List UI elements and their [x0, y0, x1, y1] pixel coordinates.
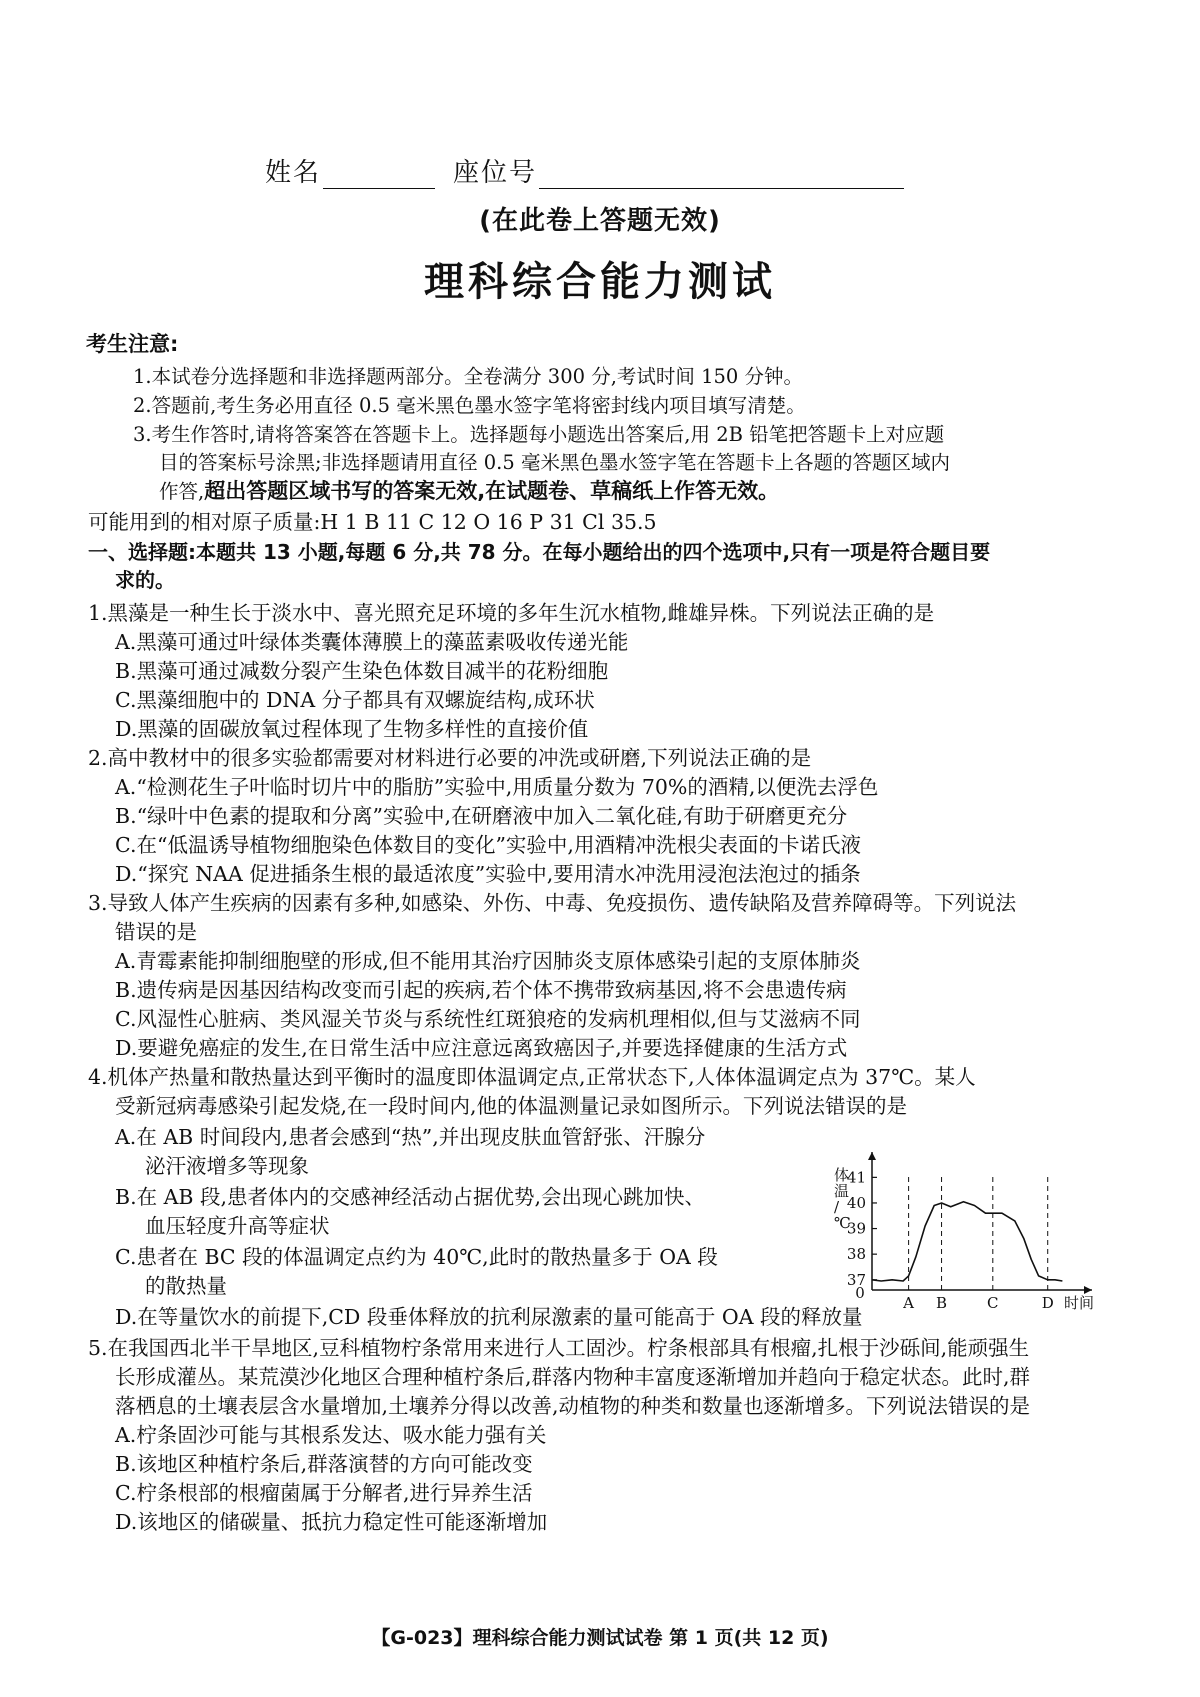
x-axis-label: 时间 [1063, 1294, 1094, 1310]
page-title: 理科综合能力测试 [424, 259, 776, 305]
question-1-option-d: D.黑藻的固碳放氧过程体现了生物多样性的直接价值 [115, 717, 589, 741]
seat-blank-field [539, 158, 904, 189]
notice-item-1: 1.本试卷分选择题和非选择题两部分。全卷满分 300 分,考试时间 150 分钟。 [133, 365, 804, 388]
x-tick-label: C [987, 1294, 999, 1310]
question-4-option-d: D.在等量饮水的前提下,CD 段垂体释放的抗利尿激素的量可能高于 OA 段的释放量 [115, 1305, 863, 1329]
question-5-stem-cont-1: 长形成灌丛。某荒漠沙化地区合理种植柠条后,群落内物种丰富度逐渐增加并趋向于稳定状态。此时,群 [115, 1365, 1031, 1389]
question-5-option-c: C.柠条根部的根瘤菌属于分解者,进行异养生活 [115, 1481, 533, 1505]
question-3-stem: 3.导致人体产生疾病的因素有多种,如感染、外伤、中毒、免疫损伤、遗传缺陷及营养障碍等。下列说法 [88, 891, 1017, 915]
name-blank-field [323, 158, 435, 189]
y-axis-label: 体温/ ℃ [834, 1166, 851, 1232]
notice-item-2: 2.答题前,考生务必用直径 0.5 毫米黑色墨水签字笔将密封线内项目填写清楚。 [133, 394, 806, 417]
y-axis-arrow [868, 1152, 876, 1160]
notice-item-3-line-2: 目的答案标号涂黑;非选择题请用直径 0.5 毫米黑色墨水签字笔在答题卡上各题的答题区域内 [159, 451, 950, 474]
question-5-stem: 5.在我国西北半干旱地区,豆科植物柠条常用来进行人工固沙。柠条根部具有根瘤,扎根于沙砾间,能顽强生 [88, 1336, 1030, 1360]
x-tick-label: B [936, 1294, 948, 1310]
question-3-option-a: A.青霉素能抑制细胞壁的形成,但不能用其治疗因肺炎支原体感染引起的支原体肺炎 [115, 949, 861, 973]
origin-label: 0 [855, 1284, 865, 1302]
question-1-option-c: C.黑藻细胞中的 DNA 分子都具有双螺旋结构,成环状 [115, 688, 595, 712]
notice-emphasis: 超出答题区域书写的答案无效,在试题卷、草稿纸上作答无效。 [204, 479, 780, 503]
question-2-option-b: B.“绿叶中色素的提取和分离”实验中,在研磨液中加入二氧化硅,有助于研磨更充分 [115, 804, 848, 828]
question-2-stem: 2.高中教材中的很多实验都需要对材料进行必要的冲洗或研磨,下列说法正确的是 [88, 746, 812, 770]
notice-item-3-prefix: 作答, [159, 480, 205, 503]
y-tick-label: 41 [846, 1168, 866, 1187]
x-axis-arrow [1084, 1286, 1092, 1294]
atomic-masses: 可能用到的相对原子质量:H 1 B 11 C 12 O 16 P 31 Cl 35.5 [88, 510, 657, 534]
question-4-option-b-cont: 血压轻度升高等症状 [145, 1214, 330, 1238]
x-tick-label: D [1041, 1294, 1054, 1310]
question-5-option-a: A.柠条固沙可能与其根系发达、吸水能力强有关 [115, 1423, 547, 1447]
question-4-option-a: A.在 AB 时间段内,患者会感到“热”,并出现皮肤血管舒张、汗腺分 [115, 1125, 706, 1149]
question-3-stem-cont: 错误的是 [115, 920, 197, 944]
question-5-stem-cont-2: 落栖息的土壤表层含水量增加,土壤养分得以改善,动植物的种类和数量也逐渐增多。下列说法错误的是 [115, 1394, 1031, 1418]
question-4-stem: 4.机体产热量和散热量达到平衡时的温度即体温调定点,正常状态下,人体体温调定点为 37℃。某人 [88, 1065, 976, 1089]
y-tick-label: 40 [846, 1193, 866, 1212]
candidate-info-line [265, 152, 904, 189]
question-3-option-b: B.遗传病是因基因结构改变而引起的疾病,若个体不携带致病基因,将不会患遗传病 [115, 978, 847, 1002]
question-4-option-b: B.在 AB 段,患者体内的交感神经活动占据优势,会出现心跳加快、 [115, 1185, 706, 1209]
question-2-option-a: A.“检测花生子叶临时切片中的脂肪”实验中,用质量分数为 70%的酒精,以便洗去浮色 [115, 775, 879, 799]
x-tick-label: A [903, 1294, 915, 1310]
question-4-option-c-cont: 的散热量 [145, 1274, 227, 1298]
seat-label: 座位号 [453, 158, 538, 188]
question-5-option-d: D.该地区的储碳量、抵抗力稳定性可能逐渐增加 [115, 1510, 548, 1534]
question-3-option-c: C.风湿性心脏病、类风湿关节炎与系统性红斑狼疮的发病机理相似,但与艾滋病不同 [115, 1007, 861, 1031]
temperature-curve [872, 1202, 1062, 1281]
question-1-stem: 1.黑藻是一种生长于淡水中、喜光照充足环境的多年生沉水植物,雌雄异株。下列说法正确的是 [88, 601, 935, 625]
notice-item-3-line-3 [159, 475, 779, 505]
question-4-option-c: C.患者在 BC 段的体温调定点约为 40℃,此时的散热量多于 OA 段 [115, 1245, 718, 1269]
y-tick-label: 38 [846, 1245, 866, 1264]
question-4-stem-cont: 受新冠病毒感染引起发烧,在一段时间内,他的体温测量记录如图所示。下列说法错误的是 [115, 1094, 908, 1118]
y-tick-label: 39 [846, 1219, 866, 1238]
question-1-option-b: B.黑藻可通过减数分裂产生染色体数目减半的花粉细胞 [115, 659, 609, 683]
section-heading: 一、选择题:本题共 13 小题,每题 6 分,共 78 分。在每小题给出的四个选项中,只有一项是符合题目要 [88, 540, 991, 564]
notice-heading: 考生注意: [86, 332, 179, 356]
body-temperature-chart [822, 1140, 1112, 1310]
question-2-option-c: C.在“低温诱导植物细胞染色体数目的变化”实验中,用酒精冲洗根尖表面的卡诺氏液 [115, 833, 861, 857]
page-footer: 【G-023】理科综合能力测试试卷 第 1 页(共 12 页) [371, 1627, 829, 1649]
question-5-option-b: B.该地区种植柠条后,群落演替的方向可能改变 [115, 1452, 533, 1476]
notice-item-3-line-1: 3.考生作答时,请将答案答在答题卡上。选择题每小题选出答案后,用 2B 铅笔把答题卡上对应题 [133, 423, 945, 446]
name-label: 姓名 [265, 158, 322, 188]
invalid-note: (在此卷上答题无效) [479, 206, 721, 236]
question-4-option-a-cont: 泌汗液增多等现象 [145, 1154, 309, 1178]
y-tick-label: 37 [846, 1270, 866, 1289]
question-1-option-a: A.黑藻可通过叶绿体类囊体薄膜上的藻蓝素吸收传递光能 [115, 630, 629, 654]
question-3-option-d: D.要避免癌症的发生,在日常生活中应注意远离致癌因子,并要选择健康的生活方式 [115, 1036, 848, 1060]
question-2-option-d: D.“探究 NAA 促进插条生根的最适浓度”实验中,要用清水冲洗用浸泡法泡过的插条 [115, 862, 861, 886]
section-heading-cont: 求的。 [115, 568, 175, 592]
